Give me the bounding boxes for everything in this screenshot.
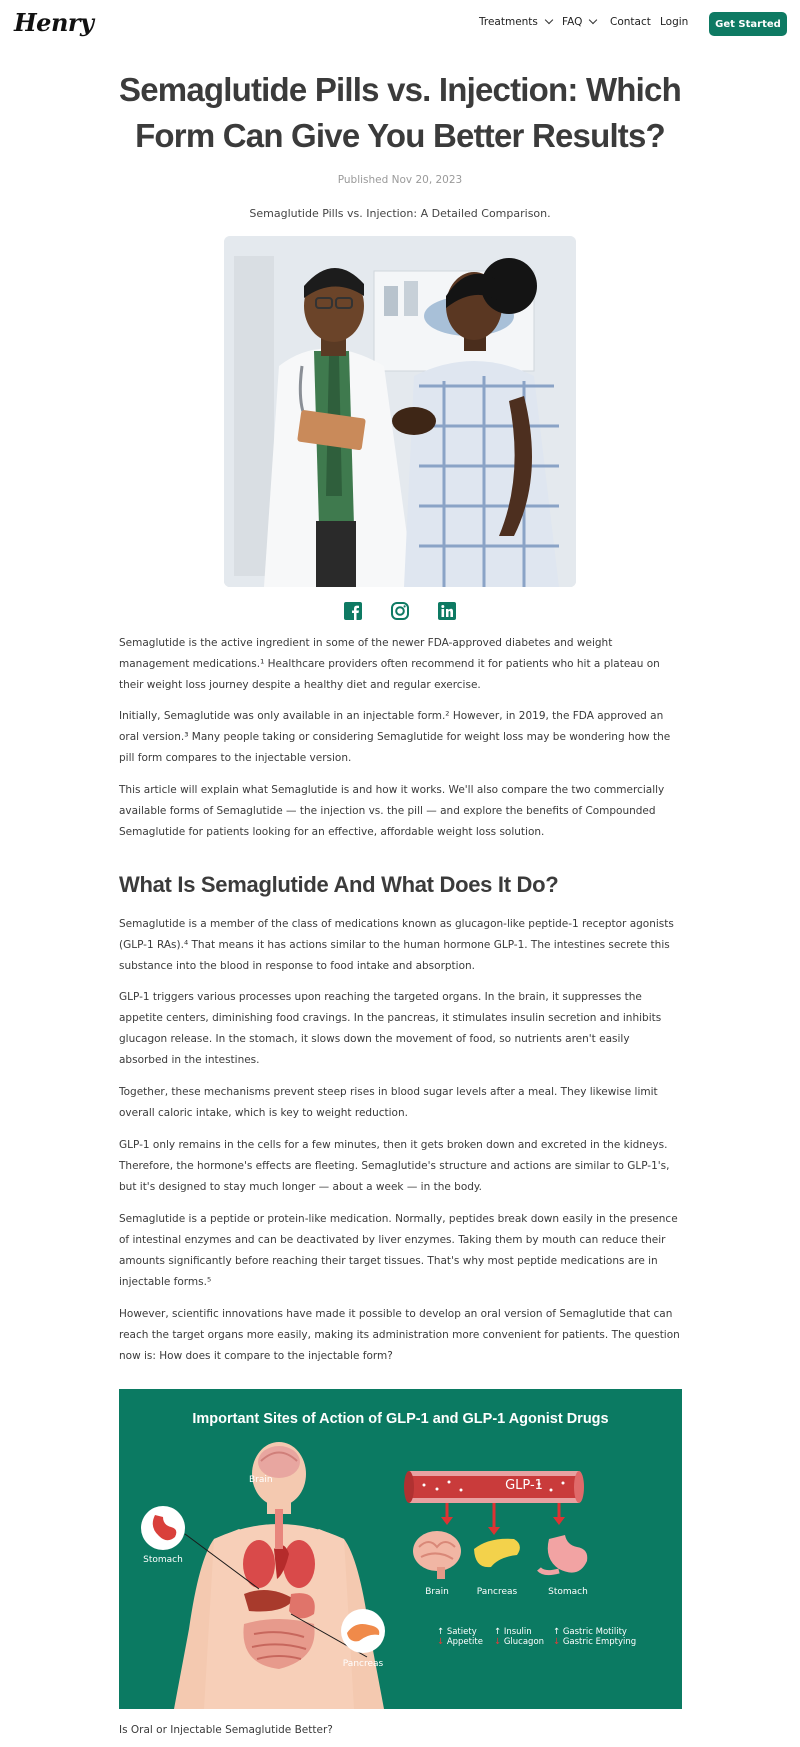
get-started-button[interactable]: Get Started <box>709 12 787 36</box>
effect-glucagon: Glucagon <box>503 1637 545 1647</box>
nav-faq[interactable] <box>562 16 596 28</box>
paragraph: Semaglutide is the active ingredient in some of the newer FDA-approved diabetes and weight management medications.¹ Healthcare providers often recommend it for patients who hit a plateau on their weight loss journey despite a healthy diet and regular exercise. <box>119 637 660 691</box>
pancreas-effects: ↑ Insulin ↓ Glucagon <box>494 1627 545 1647</box>
effect-satiety: Satiety <box>446 1627 477 1637</box>
published-date: Published Nov 20, 2023 <box>337 174 463 186</box>
nav-treatments[interactable] <box>479 16 552 28</box>
page-title-line-2: Form Can Give You Better Results? <box>135 117 665 154</box>
effect-appetite: Appetite <box>446 1637 483 1647</box>
doctor-patient-illustration <box>224 236 576 587</box>
chevron-down-icon <box>589 16 597 24</box>
paragraph: Together, these mechanisms prevent steep rises in blood sugar levels after a meal. They likewise limit overall caloric intake, which is key to weight reduction. <box>119 1086 658 1119</box>
article-subtitle: Semaglutide Pills vs. Injection: A Detailed Comparison. <box>249 207 551 220</box>
effect-gastric-emptying: Gastric Emptying <box>562 1637 637 1647</box>
paragraph: GLP-1 only remains in the cells for a few minutes, then it gets broken down and excreted in the kidneys. Therefore, the hormone's effects are fleeting. Semaglutide's structure and actions are similar to GLP-1's, but it's designed to stay much longer — about a week — in the body. <box>119 1139 670 1193</box>
stomach-label: Stomach <box>143 1555 183 1565</box>
site-header <box>0 0 800 48</box>
infographic-title: Important Sites of Action of GLP-1 and GLP-1 Agonist Drugs <box>192 1411 609 1427</box>
paragraph: GLP-1 triggers various processes upon reaching the targeted organs. In the brain, it suppresses the appetite centers, diminishing food cravings. In the pancreas, it stimulates insulin secretion and inhibits glucagon release. In the stomach, it slows down the movement of food, so nutrients aren't easily absorbed in the intestines. <box>119 991 662 1066</box>
instagram-icon[interactable] <box>390 601 410 621</box>
paragraph: However, scientific innovations have made it possible to develop an oral version of Semaglutide that can reach the target organs more easily, making its administration more convenient for patients. The question now is: How does it compare to the injectable form? <box>119 1308 680 1362</box>
glp1-infographic <box>119 1389 682 1709</box>
brain-label: Brain <box>249 1475 273 1485</box>
brain-effects: ↑ Satiety ↓ Appetite <box>437 1627 483 1647</box>
logo[interactable]: Henry <box>14 8 94 37</box>
chevron-down-icon <box>545 16 553 24</box>
paragraph: Semaglutide is a peptide or protein-like medication. Normally, peptides break down easily in the presence of intestinal enzymes and can be deactivated by liver enzymes. Taking them by mouth can reduce their amounts significantly before reaching their target tissues. That's why most peptide medications are in injectable forms.⁵ <box>119 1213 678 1288</box>
facebook-icon[interactable] <box>343 601 363 621</box>
section-heading: What Is Semaglutide And What Does It Do? <box>119 872 559 897</box>
organ-brain-label: Brain <box>425 1587 449 1597</box>
paragraph: This article will explain what Semaglutide is and how it works. We'll also compare the two commercially available forms of Semaglutide — the injection vs. the pill — and explore the benefits of Compounded Semaglutide for patients looking for an effective, affordable weight loss solution. <box>119 784 665 838</box>
linkedin-icon[interactable] <box>437 601 457 621</box>
nav-contact[interactable]: Contact <box>610 16 651 28</box>
infographic-caption: Is Oral or Injectable Semaglutide Better? <box>119 1724 333 1736</box>
pancreas-label: Pancreas <box>342 1659 384 1669</box>
paragraph: Semaglutide is a member of the class of medications known as glucagon-like peptide-1 receptor agonists (GLP-1 RAs).⁴ That means it has actions similar to the human hormone GLP-1. The intestines secrete this substance into the blood in response to food intake and absorption. <box>119 918 674 972</box>
nav-faq-label: FAQ <box>562 16 583 28</box>
organ-pancreas-label: Pancreas <box>476 1587 518 1597</box>
page-title-line-1: Semaglutide Pills vs. Injection: Which <box>119 71 681 108</box>
glp1-vessel-label: GLP-1 <box>505 1478 543 1493</box>
effect-insulin: Insulin <box>503 1627 532 1637</box>
nav-treatments-label: Treatments <box>479 16 538 28</box>
effect-gastric-motility: Gastric Motility <box>562 1627 627 1637</box>
paragraph: Initially, Semaglutide was only available in an injectable form.² However, in 2019, the FDA approved an oral version.³ Many people taking or considering Semaglutide for weight loss may be wondering how the pill form compares to the injectable version. <box>119 710 671 764</box>
organ-stomach-label: Stomach <box>548 1587 588 1597</box>
nav-login[interactable]: Login <box>660 16 689 28</box>
stomach-effects: ↑ Gastric Motility ↓ Gastric Emptying <box>553 1627 637 1647</box>
hero-image <box>224 236 576 587</box>
infographic-artwork <box>119 1389 682 1709</box>
page-title <box>100 67 700 159</box>
